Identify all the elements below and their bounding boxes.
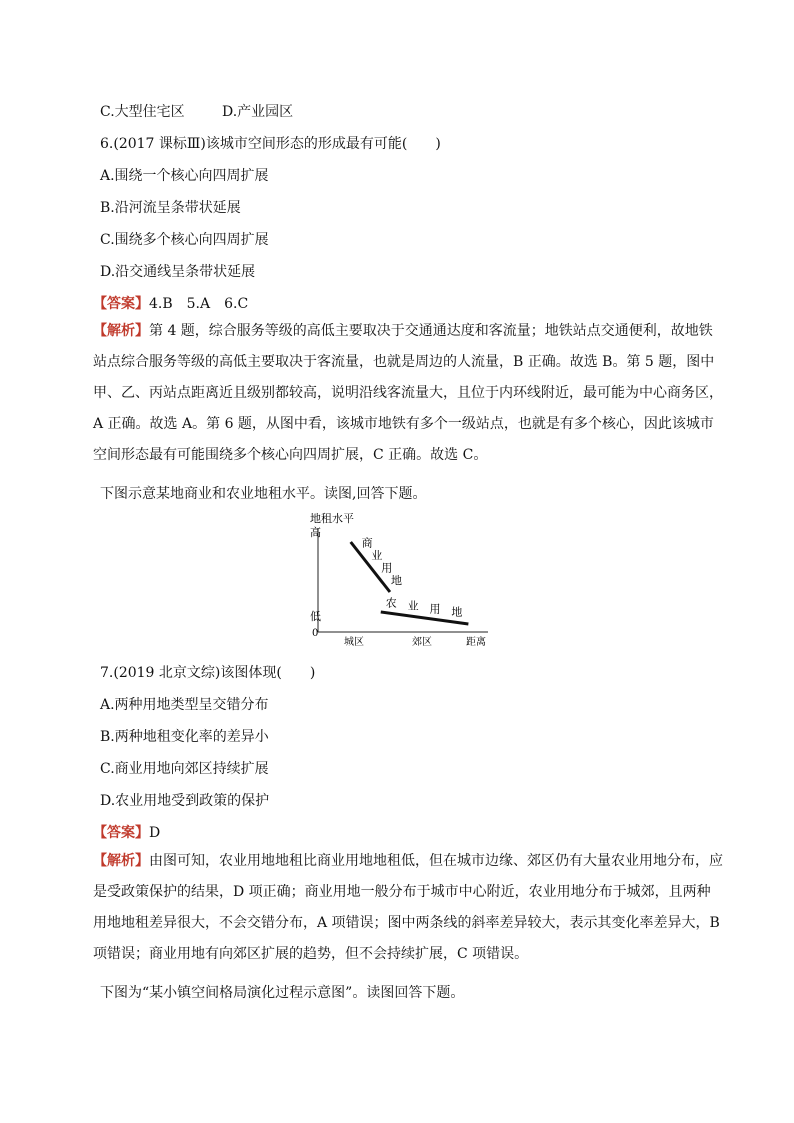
series-label-char: 地	[391, 573, 403, 587]
analysis-block-2	[93, 846, 724, 970]
x-zone-label-suburb: 郊区	[412, 637, 432, 648]
analysis-text-2: 由图可知，农业用地地租比商业用地地租低，但在城市边缘、郊区仍有大量农业用地分布，应是受政策保护的结果，D 项正确；商业用地一般分布于城市中心附近，农业用地分布于城郊，且两种用地地租差异很大，不会交错分布，A 项错误；图中两条线的斜率差异较大，表示其变化率差异大，B 项错误；商业用地有向郊区扩展的趋势，但不会持续扩展，C 项错误。	[93, 853, 723, 962]
answer-block-1	[93, 294, 248, 314]
q7-option-a: A.两种用地类型呈交错分布	[100, 697, 269, 713]
q7-option-d: D.农业用地受到政策的保护	[100, 793, 270, 809]
analysis-tag-2: 【解析】	[93, 853, 149, 869]
origin-label: 0	[312, 628, 319, 639]
q6-option-c: C.围绕多个核心向四周扩展	[100, 232, 269, 248]
series-label-char: 商	[361, 536, 373, 550]
q7-option-b: B.两种地租变化率的差异小	[100, 729, 269, 745]
analysis-tag: 【解析】	[93, 323, 149, 339]
x-axis-title: 距离	[466, 637, 486, 648]
series-label-char: 业	[407, 599, 419, 613]
series-label-char: 用	[429, 602, 441, 616]
question-7-stem: 7.(2019 北京文综)该图体现( )	[100, 665, 316, 681]
figure-intro-2: 下图为“某小镇空间格局演化过程示意图”。读图回答下题。	[100, 985, 465, 1001]
answer-tag-2: 【答案】	[93, 825, 149, 841]
figure-intro-1: 下图示意某地商业和农业地租水平。读图,回答下题。	[100, 486, 427, 502]
question-6-stem: 6.(2017 课标Ⅲ)该城市空间形态的形成最有可能( )	[100, 136, 441, 152]
series-label-char: 农	[385, 596, 397, 610]
answer-block-2	[93, 823, 160, 843]
answer-text-2: D	[149, 825, 161, 841]
x-zone-label-city: 城区	[344, 637, 364, 648]
option-d-prev: D.产业园区	[222, 104, 294, 120]
series-label-char: 业	[371, 548, 383, 562]
series-label-char: 用	[381, 561, 393, 575]
rent-chart	[300, 508, 500, 648]
y-axis-title: 地租水平	[310, 512, 354, 525]
analysis-block-1	[93, 316, 724, 471]
series-label-char: 地	[451, 605, 463, 619]
q6-option-d: D.沿交通线呈条带状延展	[100, 264, 256, 280]
q7-option-c: C.商业用地向郊区持续扩展	[100, 761, 269, 777]
q6-option-b: B.沿河流呈条带状延展	[100, 200, 241, 216]
answer-tag: 【答案】	[93, 296, 149, 312]
option-c-prev: C.大型住宅区	[100, 104, 185, 120]
q6-option-a: A.围绕一个核心向四周扩展	[100, 168, 269, 184]
answer-text: 4.B 5.A 6.C	[149, 296, 249, 312]
y-high-label: 高	[310, 526, 321, 539]
analysis-text: 第 4 题，综合服务等级的高低主要取决于交通通达度和客流量；地铁站点交通便利，故地铁站点综合服务等级的高低主要取决于客流量，也就是周边的人流量，B 正确。故选 B。第 5 题，图中甲、乙、丙站点距离近且级别都较高，说明沿线客流量大，且位于内环线附近，最可能为中心商务区，A 正确。故选 A。第 6 题，从图中看，该城市地铁有多个一级站点，也就是有多个核心，因此该城市空间形态最有可能围绕多个核心向四周扩展，C 正确。故选 C。	[93, 323, 723, 463]
y-low-label: 低	[310, 610, 321, 623]
